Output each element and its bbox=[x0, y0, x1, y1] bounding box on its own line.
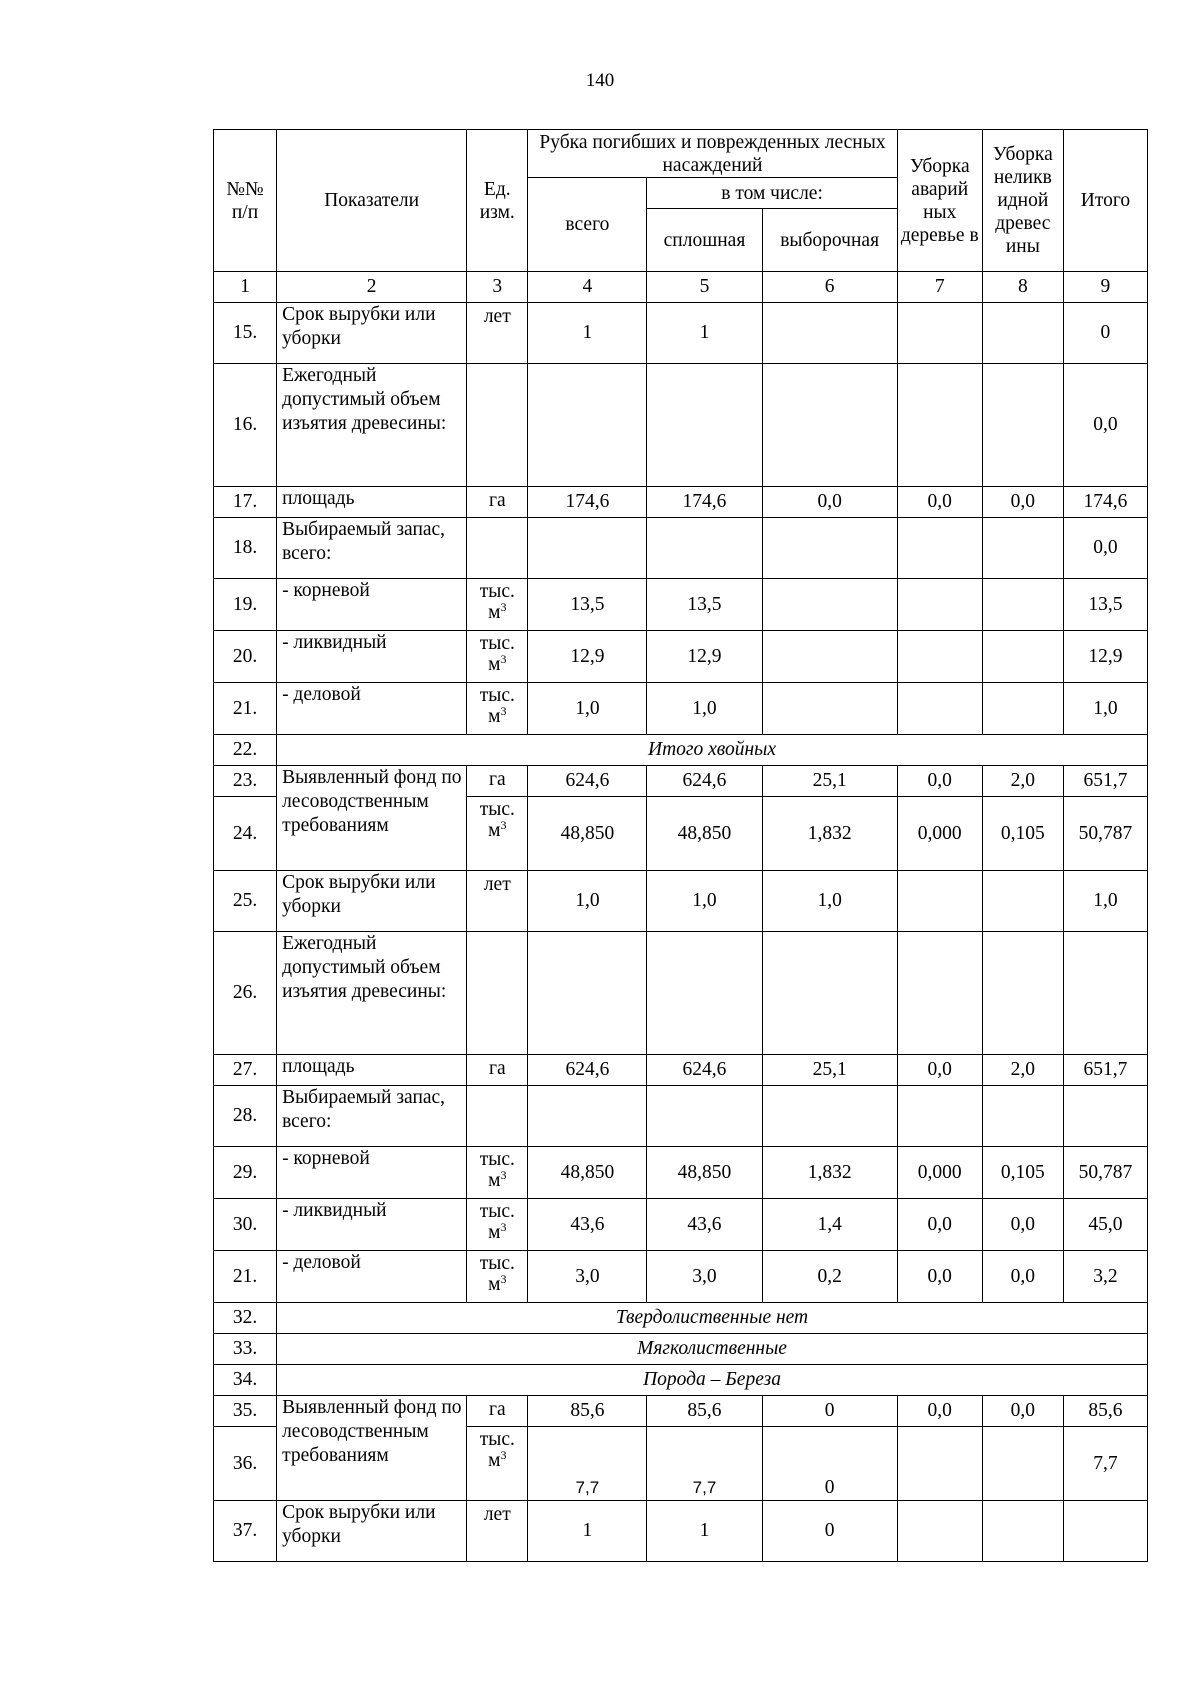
indicator-cell: Ежегодный допустимый объем изъятия древесины: bbox=[277, 932, 467, 1055]
value-cell: 1 bbox=[647, 303, 762, 364]
value-cell bbox=[762, 518, 897, 579]
value-cell: 1,832 bbox=[762, 797, 897, 871]
indicator-cell: площадь bbox=[277, 1055, 467, 1086]
unit-line: тыс. bbox=[479, 1253, 515, 1274]
header-felling-group: Рубка погибших и поврежденных лесных насаждений bbox=[528, 130, 897, 178]
header-unit: Ед. изм. bbox=[467, 130, 528, 272]
value-cell: 0,0 bbox=[897, 1251, 982, 1303]
value-cell bbox=[762, 932, 897, 1055]
value-cell: 13,5 bbox=[1063, 579, 1147, 631]
value-cell: 3,2 bbox=[1063, 1251, 1147, 1303]
row-number-cell: 27. bbox=[214, 1055, 277, 1086]
value-cell bbox=[982, 683, 1063, 735]
value-cell: 651,7 bbox=[1063, 1055, 1147, 1086]
header-total: всего bbox=[528, 178, 647, 272]
unit-cell: га bbox=[467, 487, 528, 518]
value-cell: 48,850 bbox=[528, 797, 647, 871]
value-cell bbox=[762, 364, 897, 487]
table-row bbox=[214, 1199, 1148, 1251]
value-cell: 25,1 bbox=[762, 766, 897, 797]
header-clear: сплошная bbox=[647, 209, 762, 272]
table-row bbox=[214, 1303, 1148, 1334]
indicator-cell: Выявленный фонд по лесоводственным требованиям bbox=[277, 1396, 467, 1501]
value-cell bbox=[762, 303, 897, 364]
column-number: 2 bbox=[277, 272, 467, 303]
unit-superscript: 3 bbox=[500, 1168, 507, 1182]
value-cell: 12,9 bbox=[647, 631, 762, 683]
unit-cell bbox=[467, 631, 528, 683]
value-cell: 0,0 bbox=[897, 1055, 982, 1086]
section-title-cell: Твердолиственные нет bbox=[277, 1303, 1148, 1334]
row-number-cell: 22. bbox=[214, 735, 277, 766]
value-cell: 25,1 bbox=[762, 1055, 897, 1086]
value-cell: 0,0 bbox=[982, 1396, 1063, 1427]
value-cell: 0,0 bbox=[982, 487, 1063, 518]
value-cell bbox=[528, 518, 647, 579]
unit-cell: га bbox=[467, 1396, 528, 1427]
value-cell: 1,0 bbox=[762, 871, 897, 932]
row-number-cell: 19. bbox=[214, 579, 277, 631]
row-number-cell: 29. bbox=[214, 1147, 277, 1199]
value-cell: 0,0 bbox=[1063, 364, 1147, 487]
table-row bbox=[214, 579, 1148, 631]
table-row bbox=[214, 1501, 1148, 1562]
row-number-cell: 16. bbox=[214, 364, 277, 487]
value-cell: 651,7 bbox=[1063, 766, 1147, 797]
value-cell: 174,6 bbox=[528, 487, 647, 518]
value-cell: 0,0 bbox=[982, 1251, 1063, 1303]
value-cell: 45,0 bbox=[1063, 1199, 1147, 1251]
column-number: 9 bbox=[1063, 272, 1147, 303]
value-cell: 7,7 bbox=[647, 1427, 762, 1501]
unit-cell bbox=[467, 683, 528, 735]
table-row bbox=[214, 1251, 1148, 1303]
indicator-cell: Выбираемый запас, всего: bbox=[277, 1086, 467, 1147]
value-cell: 1 bbox=[528, 303, 647, 364]
row-number-cell: 26. bbox=[214, 932, 277, 1055]
unit-superscript: 3 bbox=[500, 1272, 507, 1286]
row-number-cell: 32. bbox=[214, 1303, 277, 1334]
indicator-cell: - ликвидный bbox=[277, 1199, 467, 1251]
header-emergency: Уборка аварий ных деревье в bbox=[897, 130, 982, 272]
indicator-cell: - корневой bbox=[277, 1147, 467, 1199]
value-cell: 624,6 bbox=[647, 766, 762, 797]
value-cell: 1,4 bbox=[762, 1199, 897, 1251]
indicator-cell: Выбираемый запас, всего: bbox=[277, 518, 467, 579]
value-cell: 2,0 bbox=[982, 1055, 1063, 1086]
value-cell: 0,0 bbox=[762, 487, 897, 518]
value-cell: 0,0 bbox=[982, 1199, 1063, 1251]
section-title-cell: Итого хвойных bbox=[277, 735, 1148, 766]
unit-cell: га bbox=[467, 766, 528, 797]
value-cell: 50,787 bbox=[1063, 797, 1147, 871]
table-row bbox=[214, 683, 1148, 735]
value-cell: 85,6 bbox=[528, 1396, 647, 1427]
header-including: в том числе: bbox=[647, 178, 897, 209]
value-cell: 0 bbox=[762, 1501, 897, 1562]
row-number-cell: 35. bbox=[214, 1396, 277, 1427]
value-cell bbox=[1063, 1501, 1147, 1562]
unit-line: $м^3$ bbox=[488, 652, 507, 675]
unit-cell bbox=[467, 1086, 528, 1147]
value-cell: 1,0 bbox=[528, 683, 647, 735]
unit-line: $м^3$ bbox=[488, 818, 507, 841]
indicator-cell: - деловой bbox=[277, 683, 467, 735]
value-cell: 13,5 bbox=[528, 579, 647, 631]
value-cell: 43,6 bbox=[528, 1199, 647, 1251]
column-number-row bbox=[214, 272, 1148, 303]
unit-line: $м^3$ bbox=[488, 1220, 507, 1243]
value-cell: 624,6 bbox=[528, 1055, 647, 1086]
value-cell bbox=[982, 932, 1063, 1055]
column-number: 7 bbox=[897, 272, 982, 303]
column-number: 1 bbox=[214, 272, 277, 303]
header-illiquid: Уборка неликв идной древес ины bbox=[982, 130, 1063, 272]
value-cell: 85,6 bbox=[647, 1396, 762, 1427]
value-cell: 174,6 bbox=[1063, 487, 1147, 518]
table-row bbox=[214, 631, 1148, 683]
value-cell: 7,7 bbox=[528, 1427, 647, 1501]
value-cell: 1,0 bbox=[647, 871, 762, 932]
unit-superscript: 3 bbox=[500, 600, 507, 614]
value-cell bbox=[897, 518, 982, 579]
column-number: 6 bbox=[762, 272, 897, 303]
value-cell: 1,832 bbox=[762, 1147, 897, 1199]
header-row-1 bbox=[214, 130, 1148, 178]
value-cell bbox=[897, 932, 982, 1055]
column-number: 4 bbox=[528, 272, 647, 303]
value-cell bbox=[982, 871, 1063, 932]
forest-harvest-table bbox=[213, 129, 1148, 1562]
header-indicators: Показатели bbox=[277, 130, 467, 272]
value-cell: 7,7 bbox=[1063, 1427, 1147, 1501]
value-cell bbox=[647, 518, 762, 579]
value-cell bbox=[897, 1086, 982, 1147]
row-number-cell: 25. bbox=[214, 871, 277, 932]
row-number-cell: 28. bbox=[214, 1086, 277, 1147]
unit-line: $м^3$ bbox=[488, 1272, 507, 1295]
unit-cell bbox=[467, 1147, 528, 1199]
value-cell: 1,0 bbox=[647, 683, 762, 735]
table-row bbox=[214, 871, 1148, 932]
value-cell: 0,2 bbox=[762, 1251, 897, 1303]
value-cell bbox=[897, 683, 982, 735]
row-number-cell: 17. bbox=[214, 487, 277, 518]
table-row bbox=[214, 303, 1148, 364]
value-cell bbox=[982, 579, 1063, 631]
header-selective: выборочная bbox=[762, 209, 897, 272]
value-cell bbox=[647, 932, 762, 1055]
value-cell: 0,0 bbox=[897, 487, 982, 518]
unit-superscript: 3 bbox=[500, 818, 507, 832]
value-cell: 0,000 bbox=[897, 797, 982, 871]
unit-cell bbox=[467, 797, 528, 871]
row-number-cell: 15. bbox=[214, 303, 277, 364]
unit-line: $м^3$ bbox=[488, 1168, 507, 1191]
value-cell: 0,105 bbox=[982, 797, 1063, 871]
unit-line: тыс. bbox=[479, 1429, 515, 1450]
unit-cell bbox=[467, 1427, 528, 1501]
value-cell bbox=[528, 932, 647, 1055]
value-cell bbox=[762, 631, 897, 683]
value-cell: 0,0 bbox=[1063, 518, 1147, 579]
column-number: 5 bbox=[647, 272, 762, 303]
unit-cell: лет bbox=[467, 303, 528, 364]
value-cell bbox=[897, 631, 982, 683]
unit-superscript: 3 bbox=[500, 1220, 507, 1234]
row-number-cell: 21. bbox=[214, 683, 277, 735]
unit-line: $м^3$ bbox=[488, 1448, 507, 1471]
column-number: 3 bbox=[467, 272, 528, 303]
row-number-cell: 30. bbox=[214, 1199, 277, 1251]
section-title-cell: Мягколиственные bbox=[277, 1334, 1148, 1365]
unit-cell bbox=[467, 1251, 528, 1303]
page-number: 140 bbox=[585, 70, 615, 91]
column-number: 8 bbox=[982, 272, 1063, 303]
value-cell bbox=[897, 303, 982, 364]
value-cell: 0,0 bbox=[897, 1199, 982, 1251]
value-cell: 48,850 bbox=[528, 1147, 647, 1199]
unit-line: тыс. bbox=[479, 1149, 515, 1170]
unit-cell bbox=[467, 364, 528, 487]
row-number-cell: 36. bbox=[214, 1427, 277, 1501]
value-cell: 1,0 bbox=[1063, 871, 1147, 932]
value-cell: 1 bbox=[528, 1501, 647, 1562]
value-cell bbox=[982, 303, 1063, 364]
row-number-cell: 34. bbox=[214, 1365, 277, 1396]
indicator-cell: Выявленный фонд по лесоводственным требованиям bbox=[277, 766, 467, 871]
value-cell bbox=[762, 579, 897, 631]
indicator-cell: - корневой bbox=[277, 579, 467, 631]
table-row bbox=[214, 932, 1148, 1055]
table-row bbox=[214, 1365, 1148, 1396]
value-cell: 2,0 bbox=[982, 766, 1063, 797]
table-row bbox=[214, 1334, 1148, 1365]
table-row bbox=[214, 1396, 1148, 1427]
unit-line: $м^3$ bbox=[488, 600, 507, 623]
value-cell bbox=[897, 1427, 982, 1501]
table-row bbox=[214, 766, 1148, 797]
indicator-cell: Ежегодный допустимый объем изъятия древесины: bbox=[277, 364, 467, 487]
row-number-cell: 20. bbox=[214, 631, 277, 683]
table-row bbox=[214, 518, 1148, 579]
value-cell: 13,5 bbox=[647, 579, 762, 631]
value-cell bbox=[762, 683, 897, 735]
table-row bbox=[214, 1147, 1148, 1199]
unit-cell bbox=[467, 518, 528, 579]
value-cell bbox=[528, 364, 647, 487]
row-number-cell: 23. bbox=[214, 766, 277, 797]
unit-cell bbox=[467, 932, 528, 1055]
row-number-cell: 18. bbox=[214, 518, 277, 579]
value-cell: 0,000 bbox=[897, 1147, 982, 1199]
table-row bbox=[214, 487, 1148, 518]
value-cell: 624,6 bbox=[647, 1055, 762, 1086]
table-row bbox=[214, 735, 1148, 766]
unit-line: тыс. bbox=[479, 1201, 515, 1222]
row-number-cell: 21. bbox=[214, 1251, 277, 1303]
unit-line: тыс. bbox=[479, 799, 515, 820]
row-number-cell: 33. bbox=[214, 1334, 277, 1365]
unit-cell bbox=[467, 579, 528, 631]
value-cell: 0,0 bbox=[897, 766, 982, 797]
value-cell bbox=[762, 1086, 897, 1147]
unit-superscript: 3 bbox=[500, 652, 507, 666]
row-number-cell: 24. bbox=[214, 797, 277, 871]
value-cell: 50,787 bbox=[1063, 1147, 1147, 1199]
indicator-cell: площадь bbox=[277, 487, 467, 518]
value-cell bbox=[982, 364, 1063, 487]
value-cell bbox=[1063, 1086, 1147, 1147]
indicator-cell: - деловой bbox=[277, 1251, 467, 1303]
unit-superscript: 3 bbox=[500, 704, 507, 718]
unit-line: $м^3$ bbox=[488, 704, 507, 727]
indicator-cell: - ликвидный bbox=[277, 631, 467, 683]
indicator-cell: Срок вырубки или уборки bbox=[277, 1501, 467, 1562]
value-cell: 12,9 bbox=[1063, 631, 1147, 683]
unit-superscript: 3 bbox=[500, 1448, 507, 1462]
section-title-cell: Порода – Береза bbox=[277, 1365, 1148, 1396]
unit-cell: лет bbox=[467, 1501, 528, 1562]
value-cell: 0 bbox=[762, 1427, 897, 1501]
value-cell: 85,6 bbox=[1063, 1396, 1147, 1427]
value-cell bbox=[982, 1086, 1063, 1147]
table-row bbox=[214, 1086, 1148, 1147]
value-cell: 48,850 bbox=[647, 797, 762, 871]
value-cell: 0,0 bbox=[897, 1396, 982, 1427]
indicator-cell: Срок вырубки или уборки bbox=[277, 303, 467, 364]
value-cell bbox=[1063, 932, 1147, 1055]
value-cell: 624,6 bbox=[528, 766, 647, 797]
row-number-cell: 37. bbox=[214, 1501, 277, 1562]
value-cell: 48,850 bbox=[647, 1147, 762, 1199]
value-cell bbox=[647, 1086, 762, 1147]
value-cell: 0 bbox=[762, 1396, 897, 1427]
header-grand-total: Итого bbox=[1063, 130, 1147, 272]
value-cell: 3,0 bbox=[528, 1251, 647, 1303]
value-cell bbox=[528, 1086, 647, 1147]
unit-cell bbox=[467, 1199, 528, 1251]
unit-line: тыс. bbox=[479, 633, 515, 654]
table-row bbox=[214, 364, 1148, 487]
value-cell bbox=[982, 518, 1063, 579]
value-cell: 12,9 bbox=[528, 631, 647, 683]
value-cell: 1 bbox=[647, 1501, 762, 1562]
table-row bbox=[214, 1055, 1148, 1086]
value-cell: 3,0 bbox=[647, 1251, 762, 1303]
unit-cell: лет bbox=[467, 871, 528, 932]
indicator-cell: Срок вырубки или уборки bbox=[277, 871, 467, 932]
value-cell bbox=[982, 1427, 1063, 1501]
value-cell: 0,105 bbox=[982, 1147, 1063, 1199]
header-num: №№ п/п bbox=[214, 130, 277, 272]
value-cell: 174,6 bbox=[647, 487, 762, 518]
value-cell bbox=[647, 364, 762, 487]
unit-line: тыс. bbox=[479, 685, 515, 706]
value-cell bbox=[897, 364, 982, 487]
value-cell bbox=[897, 871, 982, 932]
value-cell bbox=[897, 579, 982, 631]
value-cell: 43,6 bbox=[647, 1199, 762, 1251]
value-cell: 1,0 bbox=[1063, 683, 1147, 735]
value-cell: 1,0 bbox=[528, 871, 647, 932]
unit-line: тыс. bbox=[479, 581, 515, 602]
value-cell bbox=[982, 1501, 1063, 1562]
unit-cell: га bbox=[467, 1055, 528, 1086]
value-cell bbox=[897, 1501, 982, 1562]
value-cell bbox=[982, 631, 1063, 683]
value-cell: 0 bbox=[1063, 303, 1147, 364]
